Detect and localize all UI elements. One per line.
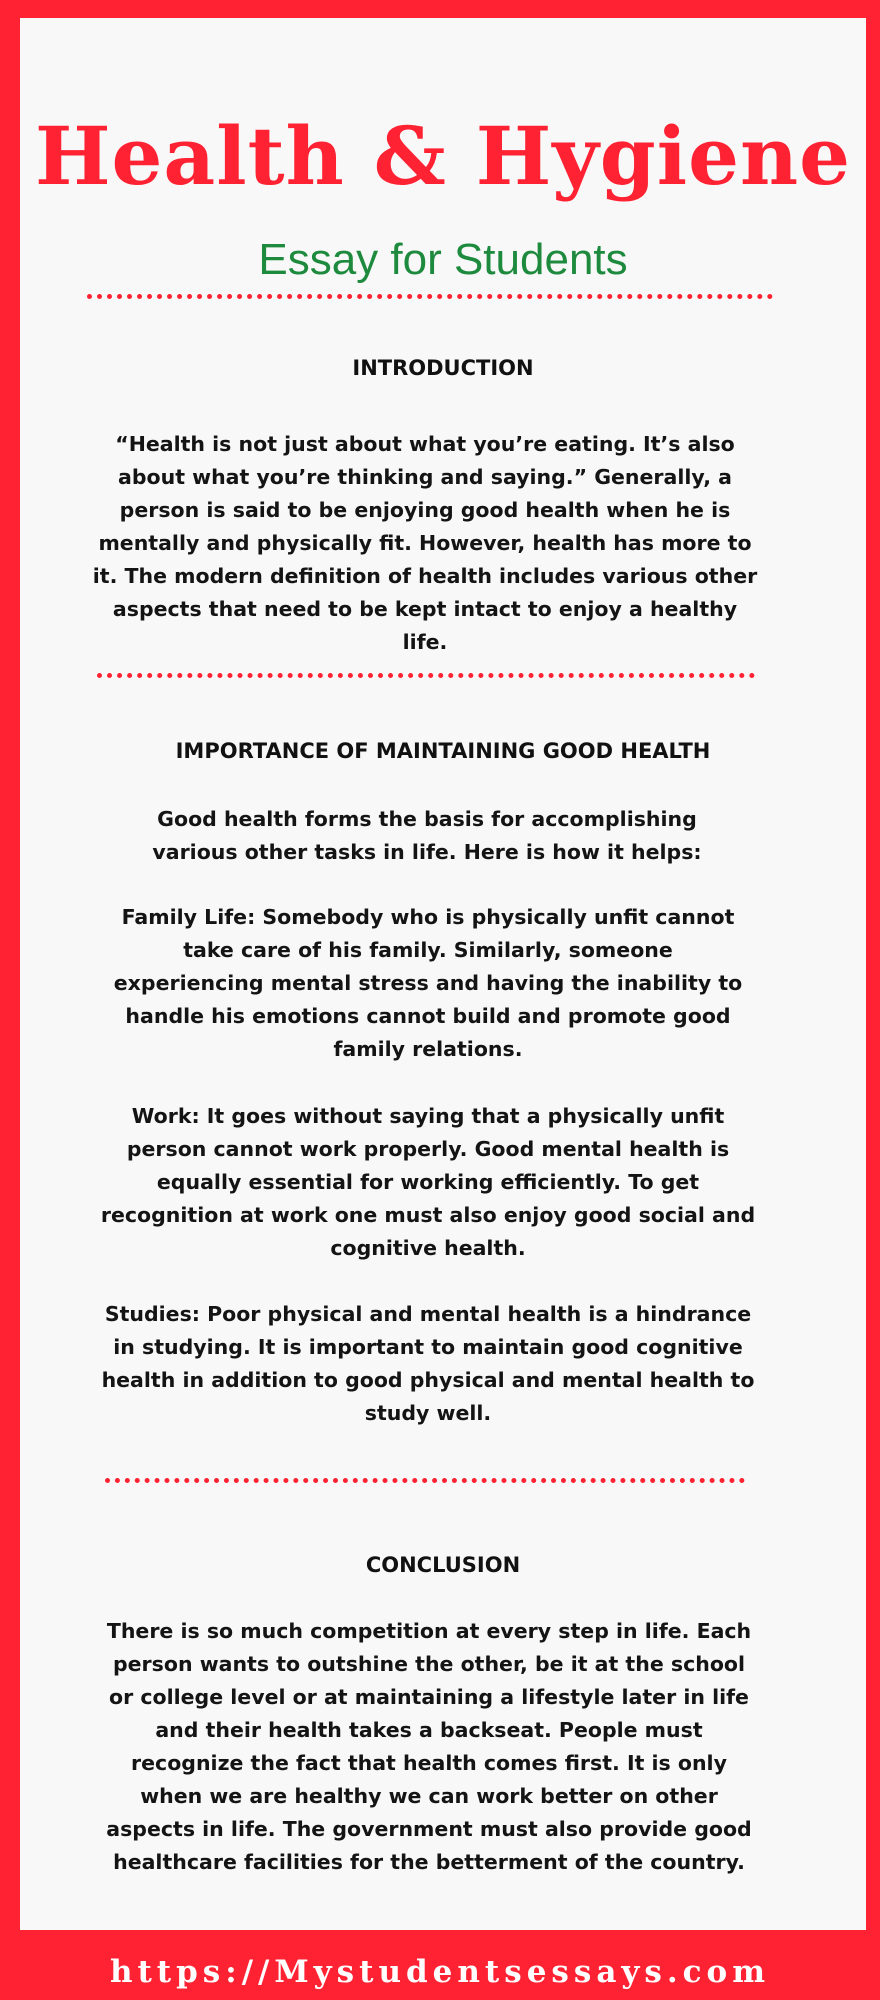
page-title: Health & Hygiene xyxy=(34,109,852,203)
site-url: https://Mystudentsessays.com xyxy=(109,1954,771,1990)
work-paragraph: Work: It goes without saying that a physically unfit person cannot work properly. Good mental health is equally essential for working efficiently. To get recognition at work one must also enjoy good social and cognitive health. xyxy=(100,1104,756,1260)
family-life-paragraph: Family Life: Somebody who is physically unfit cannot take care of his family. Similarly, someone experiencing mental stress and having the inability to handle his emotions cannot build and promote good family relations. xyxy=(113,905,743,1061)
introduction-heading: INTRODUCTION xyxy=(352,356,534,380)
introduction-text: “Health is not just about what you’re eating. It’s also about what you’re thinking and saying.” Generally, a person is said to be enjoying good health when he is mentally and physically fit. However, health has more to it. The modern definition of health includes various other aspects that need to be kept intact to enjoy a healthy life. xyxy=(92,432,758,654)
importance-intro: Good health forms the basis for accomplishing various other tasks in life. Here is how it helps: xyxy=(152,807,702,864)
dotted-divider xyxy=(87,294,773,299)
dotted-divider xyxy=(105,1478,745,1483)
dotted-divider xyxy=(97,673,755,678)
page-subtitle: Essay for Students xyxy=(258,235,628,284)
importance-heading: IMPORTANCE OF MAINTAINING GOOD HEALTH xyxy=(175,739,711,763)
essay-card xyxy=(20,18,866,1930)
conclusion-heading: CONCLUSION xyxy=(365,1553,521,1577)
conclusion-text: There is so much competition at every step in life. Each person wants to outshine the other, be it at the school or college level or at maintaining a lifestyle later in life and their health takes a backseat. People must recognize the fact that health comes first. It is only when we are healthy we can work better on other aspects in life. The government must also provide good healthcare facilities for the betterment of the country. xyxy=(106,1619,752,1874)
studies-paragraph: Studies: Poor physical and mental health is a hindrance in studying. It is important to maintain good cognitive health in addition to good physical and mental health to study well. xyxy=(101,1302,755,1425)
